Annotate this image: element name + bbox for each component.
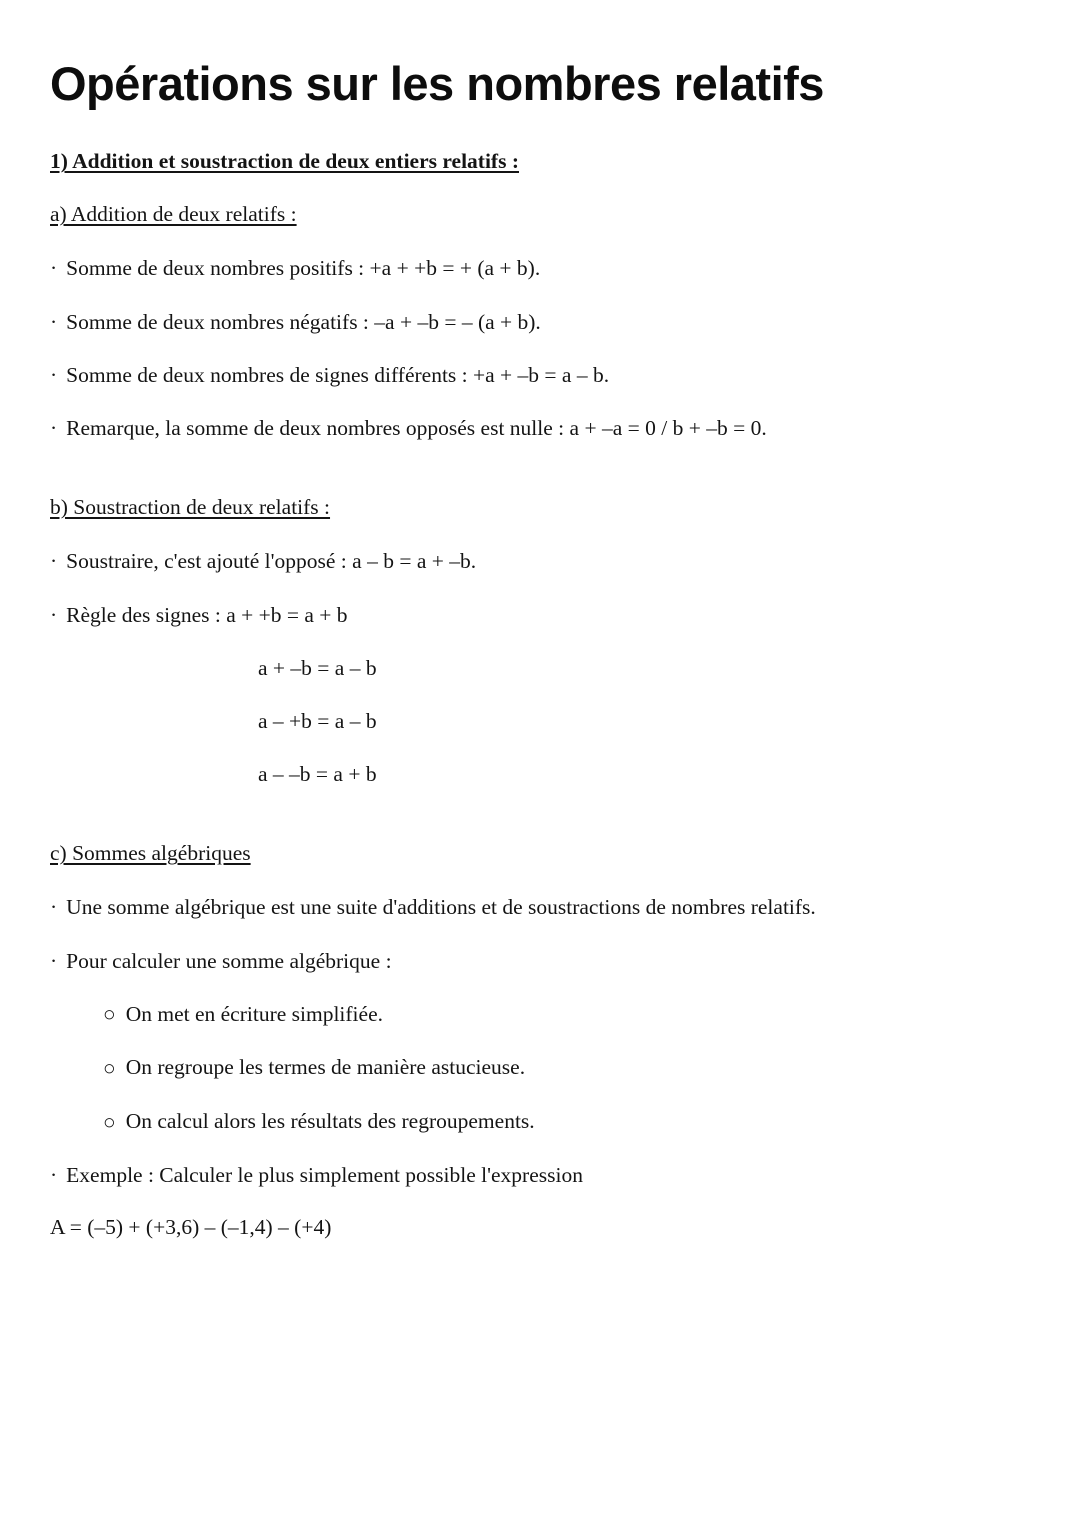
equation-text: a – +b = a – b: [258, 708, 377, 733]
equation-line: [50, 761, 1022, 787]
equation-line: [50, 655, 1022, 681]
bullet-line: [50, 309, 1022, 335]
bullet-dot: ·: [50, 256, 58, 281]
section-1-heading: [50, 149, 1022, 174]
subsection-a-heading: [50, 202, 1022, 227]
circle-item-text: On met en écriture simplifiée.: [125, 1001, 383, 1026]
circle-list-item: [50, 1001, 1022, 1028]
bullet-text: Remarque, la somme de deux nombres opposés est nulle : a + –a = 0 / b + –b = 0.: [66, 416, 767, 441]
bullet-dot: ·: [50, 895, 58, 920]
bullet-dot: ·: [50, 1162, 58, 1187]
bullet-text: Somme de deux nombres négatifs : –a + –b = – (a + b).: [66, 309, 541, 334]
bullet-line: [50, 362, 1022, 388]
bullet-text: Somme de deux nombres de signes différents : +a + –b = a – b.: [66, 362, 610, 387]
bullet-text: Règle des signes : a + +b = a + b: [66, 602, 348, 627]
bullet-text: Exemple : Calculer le plus simplement possible l'expression: [66, 1162, 583, 1187]
bullet-dot: ·: [50, 362, 58, 387]
equation-text: a + –b = a – b: [258, 655, 377, 680]
bullet-line: [50, 548, 1022, 574]
bullet-dot: ·: [50, 602, 58, 627]
subsection-b-heading-text: b) Soustraction de deux relatifs :: [50, 495, 331, 520]
circle-bullet-icon: ○: [103, 1002, 116, 1027]
bullet-line: [50, 602, 1022, 628]
equation-line: [50, 708, 1022, 734]
circle-bullet-icon: ○: [103, 1055, 116, 1080]
bullet-line: [50, 255, 1022, 281]
circle-item-text: On regroupe les termes de manière astucieuse.: [125, 1055, 526, 1080]
bullet-dot: ·: [50, 549, 58, 574]
bullet-line: [50, 948, 1022, 974]
circle-list-item: [50, 1054, 1022, 1081]
bullet-text: Somme de deux nombres positifs : +a + +b = + (a + b).: [66, 256, 541, 281]
bullet-line: [50, 415, 1022, 441]
bullet-line: [50, 894, 1022, 920]
circle-bullet-icon: ○: [103, 1109, 116, 1134]
bullet-text: Une somme algébrique est une suite d'additions et de soustractions de nombres relatifs.: [66, 895, 816, 920]
subsection-c-heading-text: c) Sommes algébriques: [50, 841, 251, 866]
circle-list-item: [50, 1108, 1022, 1135]
bullet-line: [50, 1162, 1022, 1188]
bullet-dot: ·: [50, 416, 58, 441]
equation-text: a – –b = a + b: [258, 762, 377, 787]
page-title: Opérations sur les nombres relatifs: [50, 57, 824, 110]
subsection-a-heading-text: a) Addition de deux relatifs :: [50, 202, 297, 227]
circle-item-text: On calcul alors les résultats des regroupements.: [125, 1109, 535, 1134]
subsection-b-heading: [50, 495, 1022, 520]
section-1-heading-text: 1) Addition et soustraction de deux entiers relatifs :: [50, 149, 519, 174]
expression-text: A = (–5) + (+3,6) – (–1,4) – (+4): [50, 1214, 332, 1239]
bullet-dot: ·: [50, 309, 58, 334]
bullet-text: Soustraire, c'est ajouté l'opposé : a – b = a + –b.: [66, 549, 477, 574]
bullet-dot: ·: [50, 948, 58, 973]
subsection-c-heading: [50, 841, 1022, 866]
expression-line: [50, 1215, 1022, 1240]
bullet-text: Pour calculer une somme algébrique :: [66, 948, 392, 973]
